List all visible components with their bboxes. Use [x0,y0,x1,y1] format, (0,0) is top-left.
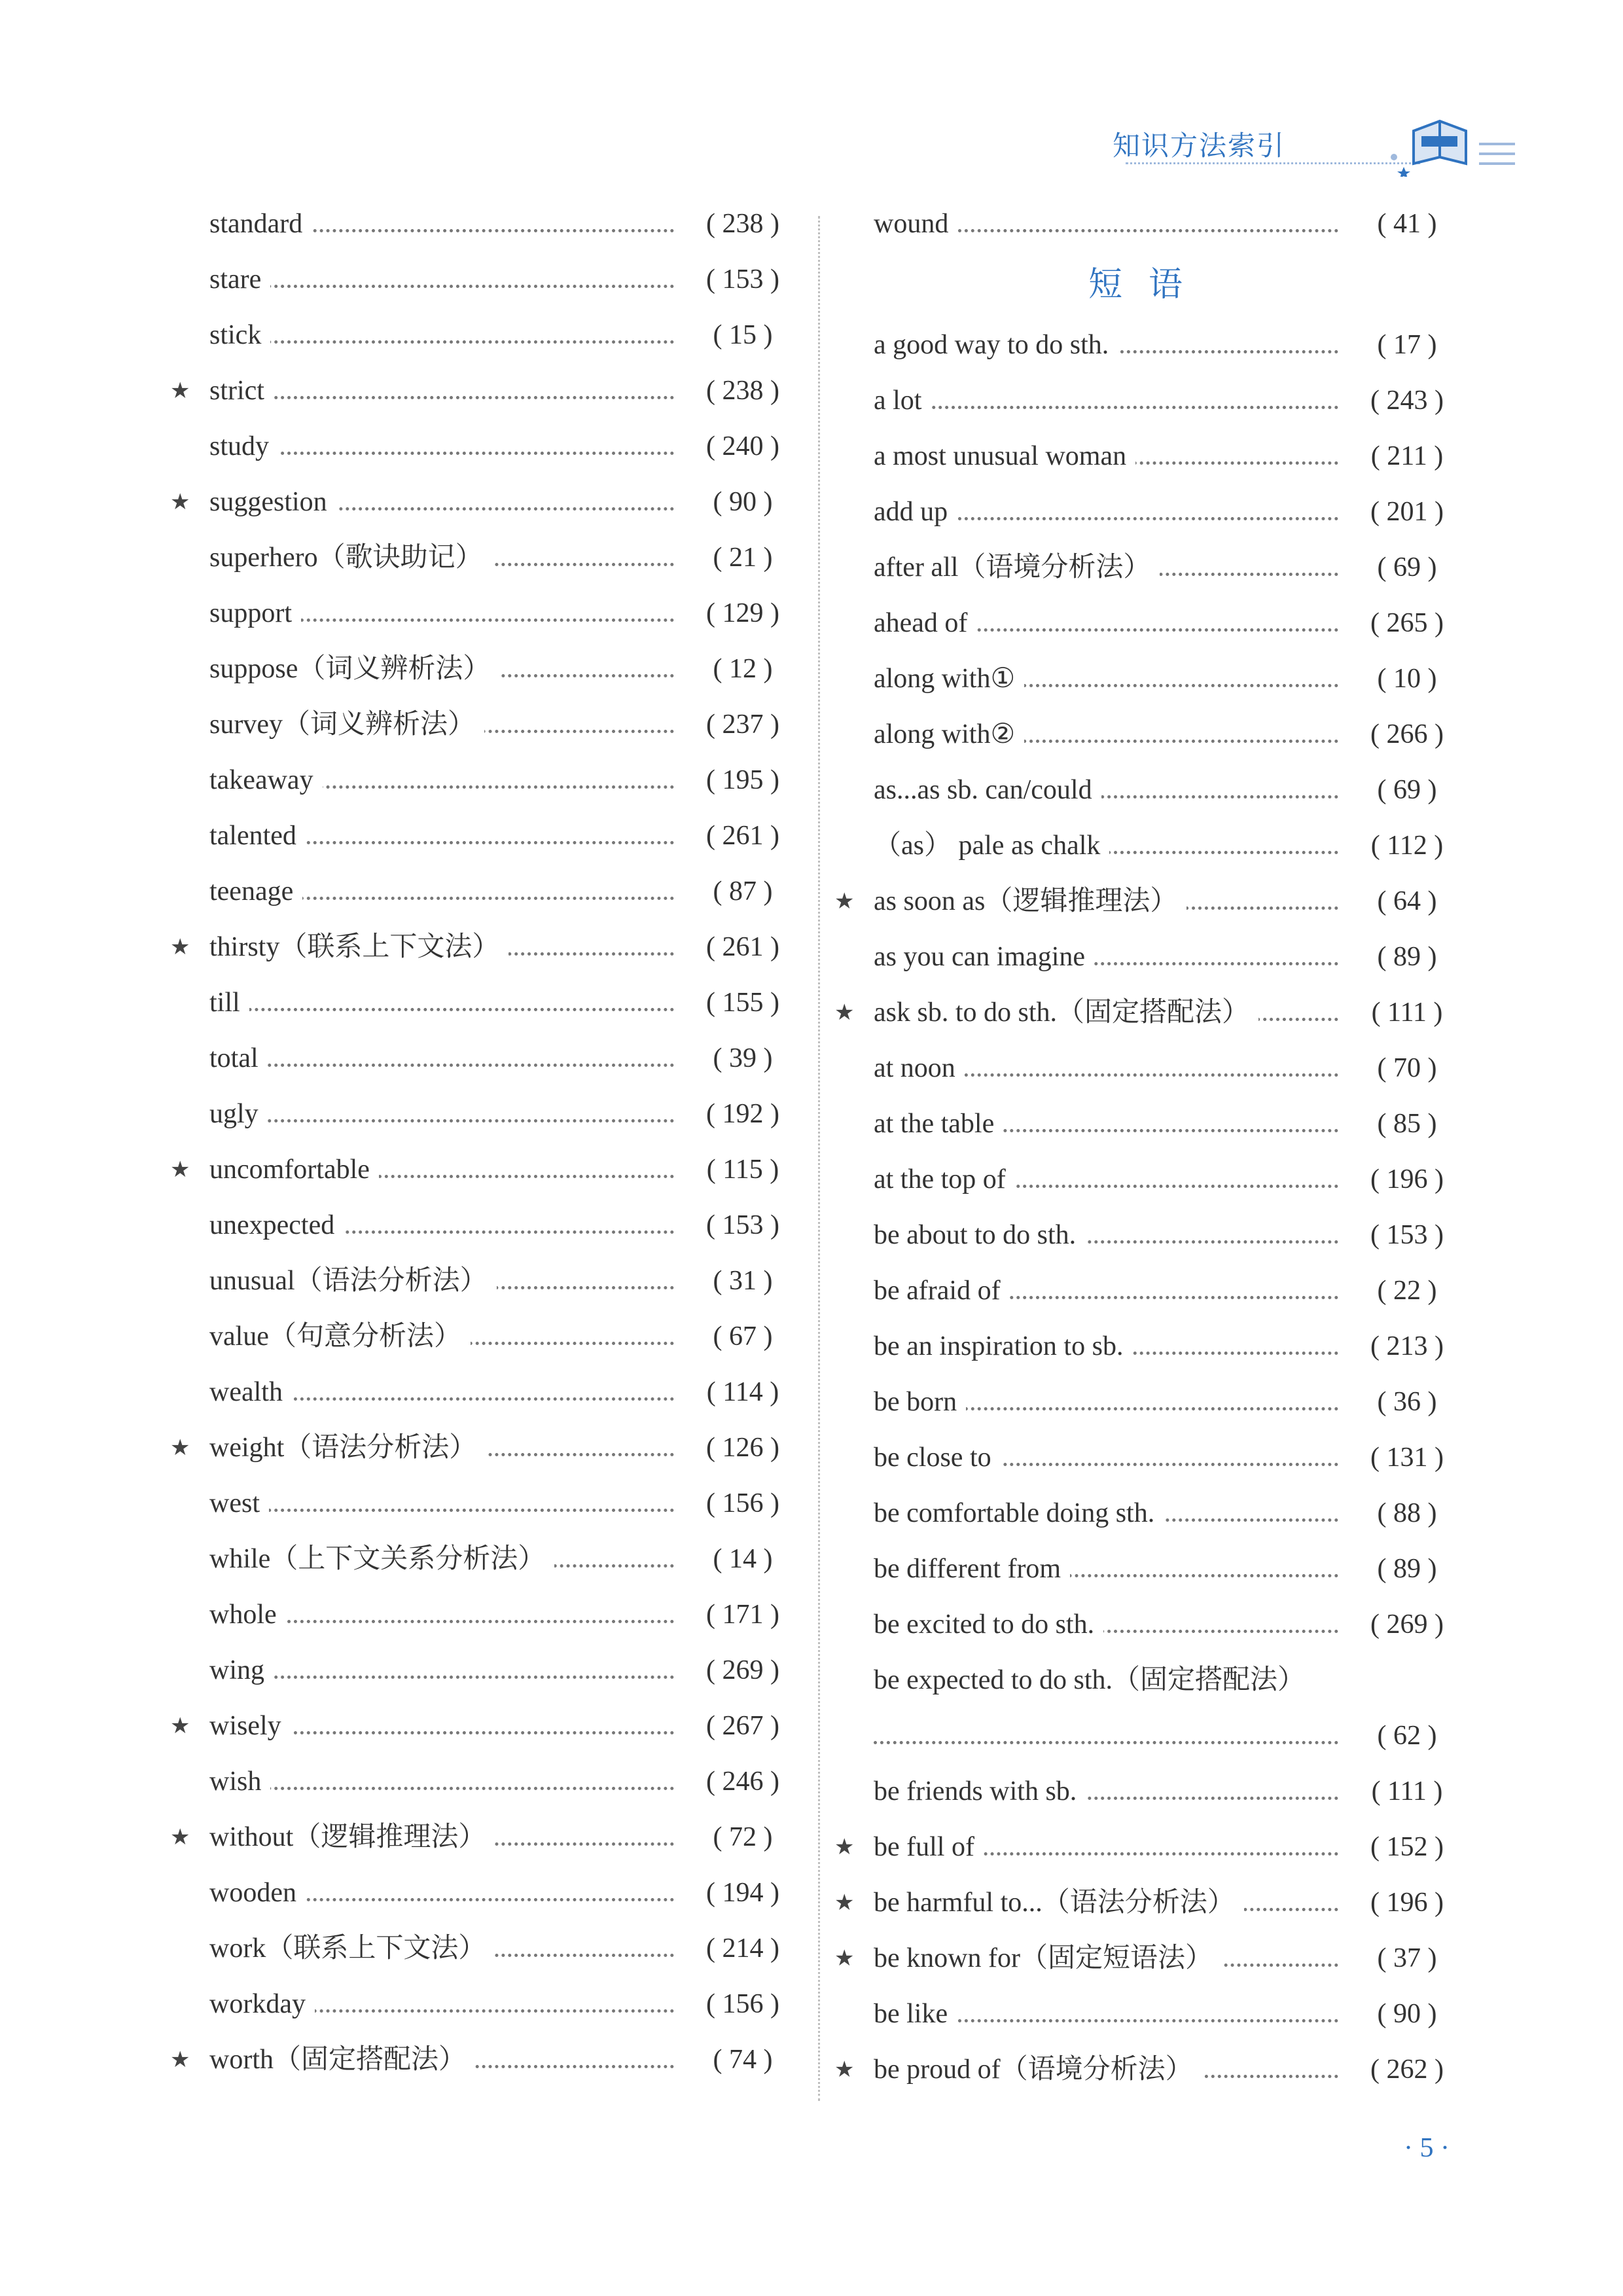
star-icon: ★ [834,889,855,914]
entry-page: ( 201 ) [1364,484,1450,540]
entry-term: after all（语境分析法） [874,540,1160,596]
entry-page: ( 41 ) [1364,196,1450,252]
entry-term: at the table [874,1096,1003,1152]
entry-page: ( 87 ) [700,864,785,920]
dot-leader [209,1119,674,1122]
index-entry [170,1365,798,1420]
entry-term: as soon as（逻辑推理法） [874,874,1186,929]
index-entry [170,920,798,975]
star-icon: ★ [834,1835,855,1859]
index-entry [834,1096,1463,1152]
entry-page: ( 211 ) [1364,429,1450,484]
entry-term: west [209,1476,269,1532]
entry-page: ( 261 ) [700,920,785,975]
entry-term: without（逻辑推理法） [209,1810,495,1865]
entry-page: ( 115 ) [700,1142,785,1198]
index-entry [170,2032,798,2088]
entry-page: ( 195 ) [700,753,785,808]
column-divider [818,216,820,2101]
entry-term: at the top of [874,1152,1015,1208]
entry-term: stick [209,308,270,363]
index-entry [834,651,1463,707]
star-icon: ★ [170,2048,190,2072]
entry-term: ask sb. to do sth.（固定搭配法） [874,985,1258,1041]
index-entry [834,373,1463,429]
entry-term: wish [209,1754,270,1810]
entry-term: wound [874,196,957,252]
index-entry [834,1931,1463,1986]
entry-term: worth（固定搭配法） [209,2032,475,2088]
index-entry [170,419,798,475]
entry-term: teenage [209,864,302,920]
entry-term: survey（词义辨析法） [209,697,484,753]
entry-term: along with① [874,651,1024,707]
entry-page: ( 237 ) [700,697,785,753]
entry-page: ( 17 ) [1364,317,1450,373]
entry-term: total [209,1031,268,1086]
entry-term: be known for（固定短语法） [874,1931,1222,1986]
entry-page: ( 70 ) [1364,1041,1450,1096]
index-entry [170,1420,798,1476]
index-entry [834,1319,1463,1374]
index-entry [834,1764,1463,1820]
entry-term: be afraid of [874,1263,1010,1319]
index-entry [834,429,1463,484]
index-entry [834,196,1463,252]
entry-term: a most unusual woman [874,429,1135,484]
entry-page: ( 31 ) [700,1253,785,1309]
entry-term: unusual（语法分析法） [209,1253,497,1309]
star-icon: ★ [170,935,190,960]
entry-term: work（联系上下文法） [209,1921,495,1977]
index-entry [834,707,1463,762]
entry-term: value（句意分析法） [209,1309,471,1365]
entry-term: till [209,975,249,1031]
entry-term: as...as sb. can/could [874,762,1101,818]
entry-page: ( 261 ) [700,808,785,864]
entry-term: unexpected [209,1198,344,1253]
entry-page: ( 64 ) [1364,874,1450,929]
index-entry [170,1253,798,1309]
index-entry [834,985,1463,1041]
star-icon: ★ [834,1001,855,1025]
index-entry [834,1541,1463,1597]
star-icon: ★ [170,490,190,514]
index-entry [834,596,1463,651]
entry-term: be full of [874,1820,984,1875]
index-entry [834,1430,1463,1486]
entry-page: ( 89 ) [1364,1541,1450,1597]
entry-page: ( 265 ) [1364,596,1450,651]
index-entry-continuation [834,1708,1463,1764]
index-entry [170,530,798,586]
entry-page: ( 36 ) [1364,1374,1450,1430]
index-entry [170,1476,798,1532]
index-entry [834,1041,1463,1096]
entry-page: ( 69 ) [1364,540,1450,596]
entry-term: be about to do sth. [874,1208,1085,1263]
page-header [1113,111,1518,183]
entry-term: be expected to do sth.（固定搭配法） [874,1653,1314,1708]
entry-page: ( 246 ) [700,1754,785,1810]
index-entry [834,818,1463,874]
entry-term: be proud of（语境分析法） [874,2042,1202,2098]
entry-page: ( 62 ) [1364,1708,1450,1764]
entry-term: talented [209,808,306,864]
dot-leader [209,1787,674,1790]
entry-page: ( 269 ) [1364,1597,1450,1653]
entry-term: superhero（歌诀助记） [209,530,492,586]
entry-page: ( 156 ) [700,1476,785,1532]
entry-page: ( 171 ) [700,1587,785,1643]
entry-page: ( 111 ) [1364,985,1450,1041]
index-entry [834,1263,1463,1319]
entry-term: along with② [874,707,1024,762]
entry-term: be harmful to...（语法分析法） [874,1875,1244,1931]
index-entry [170,697,798,753]
index-entry [834,484,1463,540]
dot-leader [209,1008,674,1011]
dot-leader [874,406,1338,409]
entry-term: wealth [209,1365,292,1420]
entry-term: uncomfortable [209,1142,379,1198]
entry-term: be close to [874,1430,1001,1486]
entry-page: ( 88 ) [1364,1486,1450,1541]
page-number: · 5 · [1404,2133,1450,2163]
index-entry [834,1152,1463,1208]
index-entry [170,1754,798,1810]
index-entry [170,1921,798,1977]
dot-leader [209,1676,674,1679]
entry-page: ( 21 ) [700,530,785,586]
index-entry [834,929,1463,985]
star-icon: ★ [170,1158,190,1182]
index-entry [834,540,1463,596]
entry-page: ( 192 ) [700,1086,785,1142]
index-entry [170,753,798,808]
entry-page: ( 262 ) [1364,2042,1450,2098]
entry-term: at noon [874,1041,965,1096]
entry-page: ( 196 ) [1364,1152,1450,1208]
entry-page: ( 153 ) [700,1198,785,1253]
entry-page: ( 155 ) [700,975,785,1031]
entry-page: ( 89 ) [1364,929,1450,985]
entry-page: ( 152 ) [1364,1820,1450,1875]
index-entry [834,1486,1463,1541]
index-entry [170,808,798,864]
index-entry [170,641,798,697]
entry-page: ( 266 ) [1364,707,1450,762]
entry-page: ( 90 ) [1364,1986,1450,2042]
entry-page: ( 37 ) [1364,1931,1450,1986]
section-title-phrases: 短语 [1088,265,1209,304]
entry-term: as you can imagine [874,929,1094,985]
entry-term: wooden [209,1865,306,1921]
index-entry [170,1198,798,1253]
index-entry [170,196,798,252]
entry-page: ( 22 ) [1364,1263,1450,1319]
index-entry [170,1643,798,1698]
entry-term: strict [209,363,274,419]
entry-term: be like [874,1986,957,2042]
entry-term: takeaway [209,753,323,808]
star-icon: ★ [170,1714,190,1738]
index-column-left [170,196,798,2088]
entry-term: （as） pale as chalk [874,818,1109,874]
header-title: 知识方法索引 [1113,130,1286,162]
entry-page: ( 214 ) [700,1921,785,1977]
index-entry [834,317,1463,373]
entry-page: ( 240 ) [700,419,785,475]
dot-leader [209,1064,674,1067]
index-entry [170,1810,798,1865]
entry-page: ( 131 ) [1364,1430,1450,1486]
dot-leader [874,1741,1338,1744]
dot-leader [209,285,674,288]
index-entry [834,1820,1463,1875]
index-entry [834,2042,1463,2098]
entry-page: ( 10 ) [1364,651,1450,707]
star-icon: ★ [834,1946,855,1971]
book-logo-icon [1368,111,1518,177]
index-entry [170,1031,798,1086]
index-entry [170,252,798,308]
entry-term: a lot [874,373,931,429]
entry-page: ( 129 ) [700,586,785,641]
index-entry [170,1142,798,1198]
entry-page: ( 153 ) [1364,1208,1450,1263]
entry-page: ( 267 ) [700,1698,785,1754]
entry-term: standard [209,196,312,252]
entry-term: while（上下文关系分析法） [209,1532,554,1587]
entry-term: wing [209,1643,274,1698]
index-entry [834,1875,1463,1931]
entry-page: ( 39 ) [700,1031,785,1086]
star-icon: ★ [834,1891,855,1915]
entry-page: ( 74 ) [700,2032,785,2088]
entry-page: ( 85 ) [1364,1096,1450,1152]
entry-page: ( 243 ) [1364,373,1450,429]
index-entry [170,975,798,1031]
index-entry [170,864,798,920]
entry-page: ( 194 ) [700,1865,785,1921]
entry-page: ( 14 ) [700,1532,785,1587]
dot-leader [209,1509,674,1512]
entry-page: ( 67 ) [700,1309,785,1365]
index-entry [170,1309,798,1365]
star-icon: ★ [170,379,190,403]
entry-page: ( 15 ) [700,308,785,363]
index-entry [170,1587,798,1643]
index-entry [834,1374,1463,1430]
index-entry [170,1865,798,1921]
index-entry [170,475,798,530]
index-entry [170,1698,798,1754]
entry-page: ( 111 ) [1364,1764,1450,1820]
entry-page: ( 153 ) [700,252,785,308]
entry-term: a good way to do sth. [874,317,1118,373]
entry-page: ( 69 ) [1364,762,1450,818]
entry-page: ( 269 ) [700,1643,785,1698]
star-icon: ★ [834,2058,855,2082]
index-entry [170,363,798,419]
entry-term: study [209,419,278,475]
entry-term: be different from [874,1541,1070,1597]
dot-leader [209,396,674,399]
entry-page: ( 196 ) [1364,1875,1450,1931]
entry-term: suggestion [209,475,336,530]
entry-page: ( 156 ) [700,1977,785,2032]
entry-page: ( 126 ) [700,1420,785,1476]
entry-term: support [209,586,301,641]
entry-page: ( 238 ) [700,363,785,419]
entry-page: ( 114 ) [700,1365,785,1420]
entry-term: thirsty（联系上下文法） [209,920,508,975]
index-entry [170,1532,798,1587]
entry-term: be excited to do sth. [874,1597,1103,1653]
entry-term: be friends with sb. [874,1764,1086,1820]
dot-leader [209,340,674,344]
index-entry [834,1986,1463,2042]
star-icon: ★ [170,1825,190,1850]
entry-page: ( 72 ) [700,1810,785,1865]
entry-term: stare [209,252,270,308]
entry-page: ( 238 ) [700,196,785,252]
entry-page: ( 90 ) [700,475,785,530]
index-entry [834,762,1463,818]
entry-term: add up [874,484,957,540]
index-entry [170,1086,798,1142]
index-entry [834,1597,1463,1653]
index-entry [170,586,798,641]
index-entry [170,308,798,363]
entry-page: ( 12 ) [700,641,785,697]
dot-leader [209,452,674,455]
entry-term: be comfortable doing sth. [874,1486,1164,1541]
index-entry [834,874,1463,929]
star-icon: ★ [170,1436,190,1460]
entry-term: be born [874,1374,966,1430]
index-entry [834,1208,1463,1263]
index-column-right [834,196,1463,2098]
entry-term: whole [209,1587,286,1643]
index-entry [170,1977,798,2032]
entry-term: workday [209,1977,315,2032]
index-entry-multiline [834,1653,1463,1708]
entry-page: ( 213 ) [1364,1319,1450,1374]
entry-term: suppose（词义辨析法） [209,641,499,697]
entry-page: ( 112 ) [1364,818,1450,874]
entry-term: ugly [209,1086,268,1142]
entry-term: be an inspiration to sb. [874,1319,1132,1374]
entry-term: wisely [209,1698,291,1754]
entry-term: ahead of [874,596,976,651]
entry-term: weight（语法分析法） [209,1420,486,1476]
